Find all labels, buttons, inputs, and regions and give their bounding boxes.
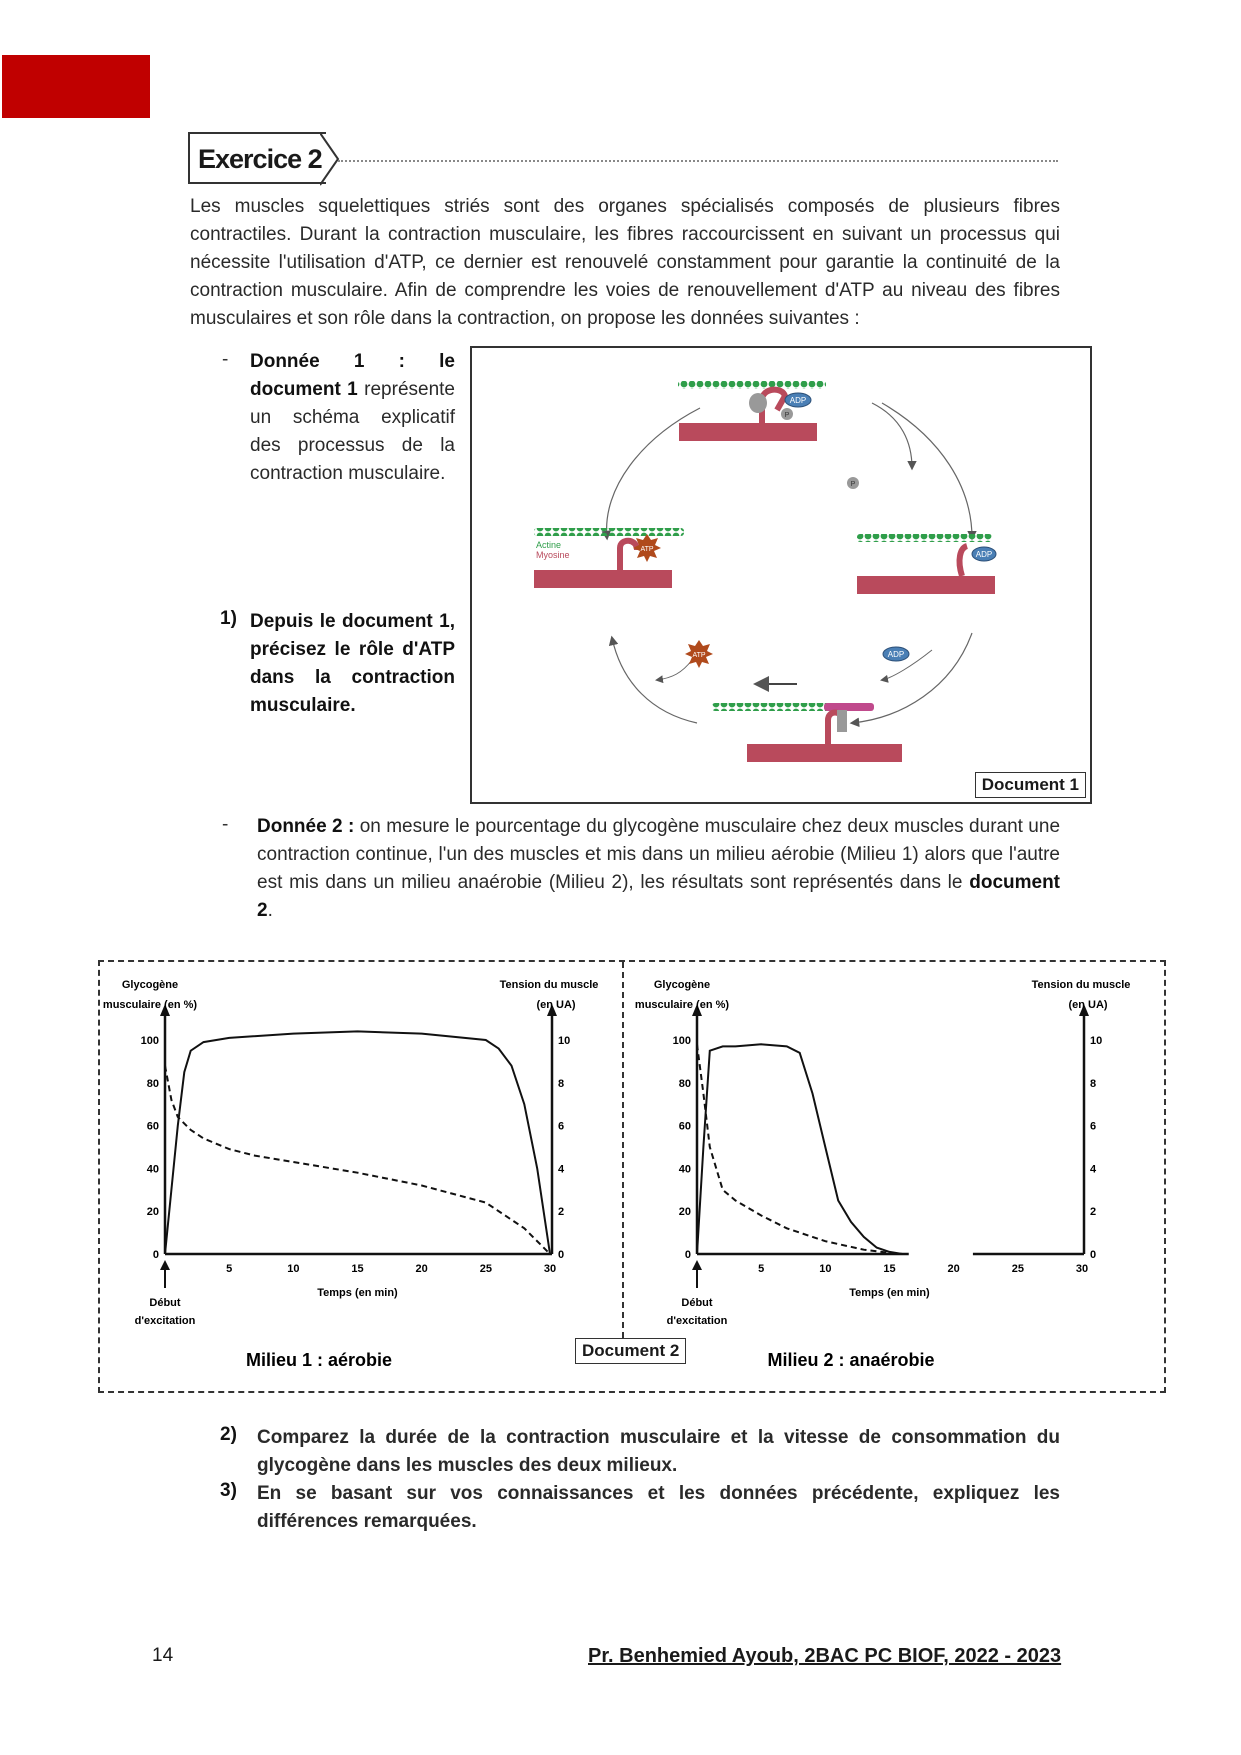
left-y-axis-title: Glycogène: [121, 979, 179, 991]
excitation-start-label: Début: [149, 1297, 181, 1309]
x-tick-label: 30: [1075, 1263, 1089, 1275]
left-tick-label: 20: [146, 1206, 159, 1219]
question2-number: 2): [220, 1424, 237, 1445]
left-tick-label: 80: [678, 1077, 691, 1090]
x-tick-label: 15: [883, 1263, 896, 1275]
donnee2-text: [257, 813, 1060, 925]
myosin-head-shadow: [749, 393, 767, 413]
atp-release-arrow: [657, 660, 692, 680]
myosin-head-shadow: [837, 710, 847, 732]
right-tick-label: 8: [558, 1077, 565, 1090]
tension-curve: [697, 1044, 902, 1254]
page-number: 14: [152, 1645, 174, 1666]
x-tick-label: 20: [947, 1263, 960, 1275]
chart-milieu2: [632, 962, 1162, 1392]
left-tick-label: 20: [678, 1206, 691, 1219]
left-tick-label: 40: [678, 1163, 691, 1176]
myosin-head: [620, 541, 637, 570]
excitation-start-label: d'excitation: [666, 1315, 728, 1327]
adp-label-free: ADP: [887, 650, 905, 659]
donnee1-bullet: -: [222, 349, 229, 370]
myosin-filament: [534, 570, 672, 588]
right-tick-label: 10: [558, 1035, 571, 1047]
tension-curve: [165, 1031, 550, 1254]
myosin-filament: [857, 576, 995, 594]
document1-figure: [470, 346, 1092, 804]
exercise-title-dotted-line: [338, 160, 1058, 162]
p-label-released: P: [850, 481, 856, 488]
right-tick-label: 2: [1090, 1206, 1097, 1219]
actin-filament: [857, 534, 992, 542]
chart-title: Milieu 1 : aérobie: [245, 1350, 393, 1370]
donnee2-label: Donnée 2 :: [257, 816, 355, 837]
actin-filament-shifted: [824, 703, 874, 711]
cycle-arrow-release-p: [872, 403, 912, 468]
left-tick-label: 0: [684, 1249, 691, 1261]
x-tick-label: 25: [479, 1263, 492, 1275]
actin-filament: [678, 381, 826, 389]
glycogen-curve: [165, 1066, 550, 1254]
question3-number: 3): [220, 1480, 237, 1501]
x-tick-label: 10: [819, 1263, 832, 1275]
excitation-start-label: d'excitation: [134, 1315, 196, 1327]
right-tick-label: 0: [558, 1249, 565, 1261]
donnee2-description: on mesure le pourcentage du glycogène musculaire chez deux muscles durant une contraction continue, l'un des muscles et mis dans un milieu aérobie (Milieu 1) alors que l'autre est mis dans un milieu anaérobie (Milieu 2), les résultats sont représentés dans le: [257, 816, 1061, 893]
donnee1-label: Donnée 1 : le document 1: [250, 351, 455, 400]
question2-text: Comparez la durée de la contraction musculaire et la vitesse de consommation du glycogène dans les muscles des deux milieux.: [257, 1427, 1060, 1476]
right-tick-label: 10: [1090, 1035, 1103, 1047]
right-y-axis-title: Tension du muscle: [1031, 979, 1131, 991]
x-tick-label: 10: [287, 1263, 300, 1275]
x-tick-label: 25: [1011, 1263, 1024, 1275]
adp-label-right: ADP: [975, 550, 993, 559]
myosin-head: [960, 546, 967, 576]
left-tick-label: 60: [678, 1120, 691, 1133]
x-axis-title: Temps (en min): [317, 1287, 398, 1299]
intro-paragraph: Les muscles squelettiques striés sont des organes spécialisés composés de plusieurs fibres contractiles. Durant la contraction musculaire, les fibres raccourcissent en suivant un processus qui nécessite l'utilisation d'ATP, ce dernier est renouvelé constamment pour garantie la continuité de la contraction musculaire. Afin de comprendre les voies de renouvellement d'ATP au niveau des fibres musculaires et son rôle dans la contraction, on propose les données suivantes :: [190, 196, 1060, 329]
left-tick-label: 40: [146, 1163, 159, 1176]
exercise-title-arrow: [320, 132, 340, 186]
x-tick-label: 20: [415, 1263, 428, 1275]
glycogen-curve: [697, 1044, 902, 1254]
contraction-cycle-diagram: [472, 348, 1090, 802]
donnee2-doc-ref: document 2: [257, 872, 1061, 921]
left-tick-label: 80: [146, 1077, 159, 1090]
exercise-title: Exercice 2: [188, 132, 326, 184]
x-tick-label: 5: [758, 1263, 765, 1275]
document2-divider: [622, 962, 624, 1338]
footer-author: Pr. Benhemied Ayoub, 2BAC PC BIOF, 2022 - 2023: [588, 1645, 1062, 1667]
p-label-top: P: [784, 412, 790, 419]
document1-label: Document 1: [975, 772, 1086, 798]
legend-actine: Actine: [536, 540, 562, 550]
left-tick-label: 100: [140, 1035, 159, 1047]
question1-text: Depuis le document 1, précisez le rôle d'ATP dans la contraction musculaire.: [250, 611, 455, 716]
header-red-block: [2, 55, 150, 118]
right-y-axis-title: (en UA): [536, 999, 576, 1011]
excitation-start-label: Début: [681, 1297, 713, 1309]
adp-label-top: ADP: [789, 396, 807, 405]
left-y-axis-title: Glycogène: [653, 979, 711, 991]
left-tick-label: 100: [672, 1035, 691, 1047]
right-tick-label: 4: [558, 1163, 565, 1176]
myosin-filament: [747, 744, 902, 762]
donnee2-period: .: [267, 900, 273, 921]
x-tick-label: 5: [226, 1263, 233, 1275]
question1-number: 1): [220, 608, 237, 629]
myosin-filament: [679, 423, 817, 441]
right-tick-label: 8: [1090, 1077, 1097, 1090]
left-tick-label: 60: [146, 1120, 159, 1133]
right-tick-label: 6: [1090, 1120, 1097, 1133]
cycle-arrow-top-right: [882, 403, 972, 538]
document2-label: Document 2: [575, 1338, 686, 1364]
right-y-axis-title: Tension du muscle: [499, 979, 599, 991]
right-tick-label: 6: [558, 1120, 565, 1133]
left-tick-label: 0: [152, 1249, 159, 1261]
donnee1-text: [250, 348, 455, 488]
right-tick-label: 2: [558, 1206, 565, 1219]
left-y-axis-title: musculaire (en %): [634, 999, 730, 1011]
actin-filament: [534, 528, 684, 536]
x-tick-label: 15: [351, 1263, 364, 1275]
x-tick-label: 30: [543, 1263, 557, 1275]
question3-text: En se basant sur vos connaissances et les données précédente, expliquez les différences remarquées.: [257, 1483, 1060, 1532]
right-tick-label: 4: [1090, 1163, 1097, 1176]
atp-label-left: ATP: [640, 546, 654, 553]
excitation-start-arrowhead: [160, 1260, 170, 1270]
chart-milieu1: [100, 962, 620, 1392]
chart-title: Milieu 2 : anaérobie: [767, 1350, 935, 1370]
left-y-axis-title: musculaire (en %): [102, 999, 198, 1011]
atp-label-free: ATP: [692, 652, 706, 659]
right-y-axis-title: (en UA): [1068, 999, 1108, 1011]
cycle-arrow-bottom-left: [612, 638, 697, 723]
legend-myosine: Myosine: [536, 550, 570, 560]
x-axis-title: Temps (en min): [849, 1287, 930, 1299]
donnee1-description: représente un schéma explicatif des processus de la contraction musculaire.: [250, 379, 455, 484]
excitation-start-arrowhead: [692, 1260, 702, 1270]
right-tick-label: 0: [1090, 1249, 1097, 1261]
donnee2-bullet: -: [222, 814, 229, 835]
